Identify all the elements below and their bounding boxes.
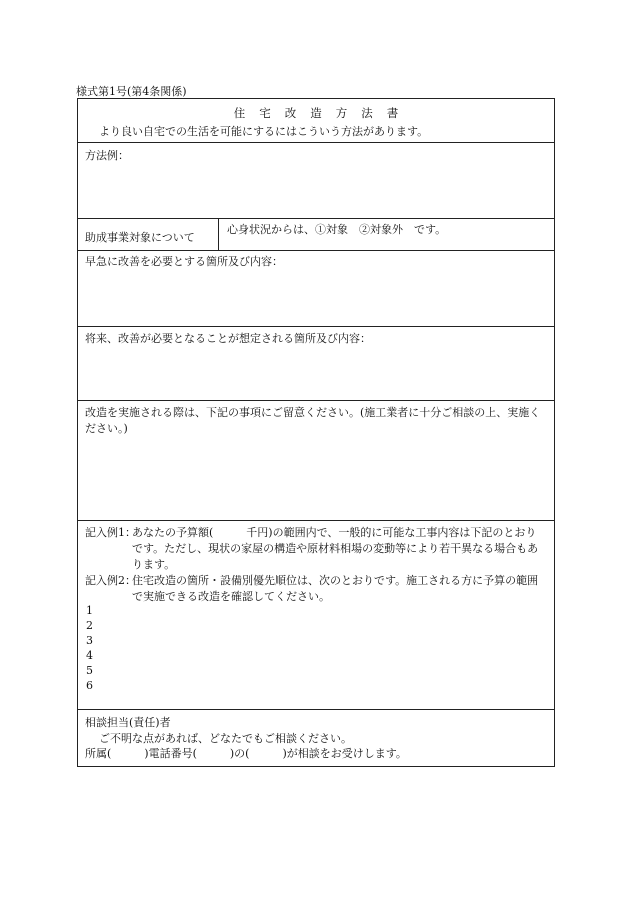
form-title: 住宅改造方法書 (233, 106, 413, 120)
future-improvements-section (78, 327, 554, 401)
subsidy-status: 心身状況からは、①対象 ②対象外 です。 (227, 223, 447, 236)
contact-section (78, 710, 554, 766)
future-improvements-label: 将来、改善が必要となることが想定される箇所及び内容： (85, 332, 371, 345)
form-number-label: 様式第1号(第4条関係) (76, 85, 187, 98)
priority-number: 2 (86, 619, 93, 632)
subsidy-label: 助成事業対象について (85, 231, 195, 244)
priority-number: 1 (86, 604, 93, 617)
priority-number: 6 (86, 679, 93, 692)
priority-number: 3 (86, 634, 93, 647)
urgent-improvements-label: 早急に改善を必要とする箇所及び内容： (85, 255, 283, 268)
subsidy-divider (218, 219, 219, 250)
entry-example-1-label: 記入例1： (85, 526, 136, 539)
notice-section (78, 401, 554, 521)
subsidy-section (78, 219, 554, 251)
entry-example-2-text: 住宅改造の箇所・設備別優先順位は、次のとおりです。施工される方に予算の範囲で実施できる改造を確認してください。 (132, 574, 539, 603)
contact-heading: 相談担当(責任)者 (85, 716, 171, 729)
contact-message: ご不明な点があれば、どなたでもご相談ください。 (99, 732, 352, 745)
priority-number: 4 (86, 649, 93, 662)
title-section (78, 99, 554, 143)
contact-affiliation-line: 所属( )電話番号( )の( )が相談をお受けします。 (85, 747, 407, 760)
method-example-label: 方法例： (85, 149, 129, 162)
notice-text: 改造を実施される際は、下記の事項にご留意ください。(施工業者に十分ご相談の上、実施ください。) (85, 406, 541, 435)
renovation-method-form (77, 98, 555, 767)
priority-number: 5 (86, 664, 93, 677)
entry-example-2-label: 記入例2： (85, 574, 136, 587)
method-example-section (78, 143, 554, 219)
form-subtitle: より良い自宅での生活を可能にするにはこういう方法があります。 (99, 125, 429, 138)
urgent-improvements-section (78, 251, 554, 327)
entry-examples-section (78, 521, 554, 710)
entry-example-1-text: あなたの予算額( 千円)の範囲内で、一般的に可能な工事内容は下記のとおりです。ただし、現状の家屋の構造や原材料相場の変動等により若干異なる場合もあります。 (132, 526, 539, 571)
